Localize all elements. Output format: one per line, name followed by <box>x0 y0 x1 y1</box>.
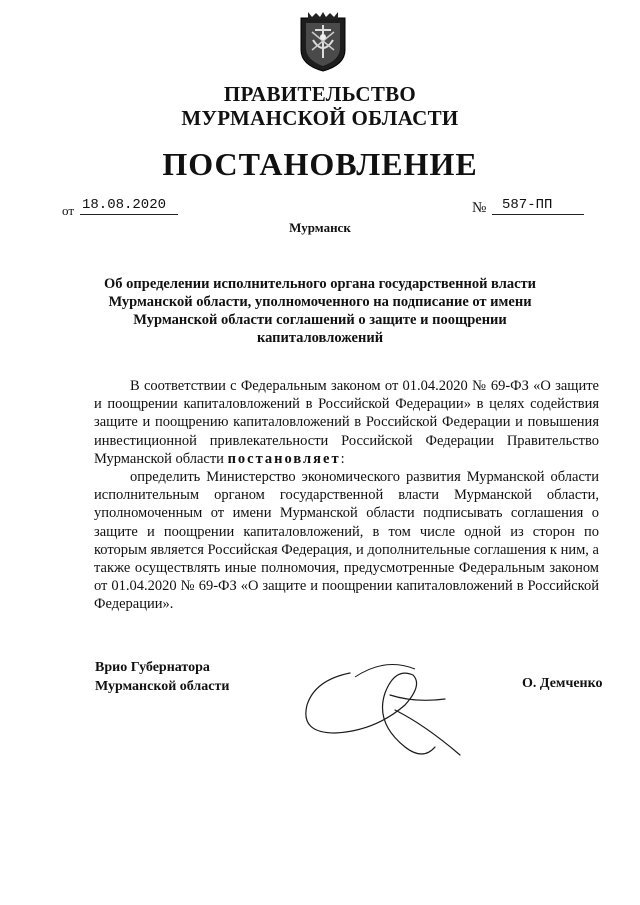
subject-line: капиталовложений <box>256 330 384 346</box>
government-title-line2: МУРМАНСКОЙ ОБЛАСТИ <box>181 106 459 130</box>
date-label: от <box>62 203 75 218</box>
document-number: 587-ПП <box>492 196 584 215</box>
subject-line: Об определении исполнительного органа государственной власти <box>104 276 536 292</box>
handwritten-signature <box>295 655 465 765</box>
subject-line: Мурманской области соглашений о защите и поощрении <box>133 312 507 328</box>
document-date: 18.08.2020 <box>80 196 178 215</box>
subject-line: Мурманской области, уполномоченного на подписание от имени <box>108 294 532 310</box>
number-label: № <box>472 200 487 216</box>
resolution-keyword: постановляет <box>227 450 341 467</box>
signer-position-line: Мурманской области <box>95 679 230 694</box>
signer-name: О. Демченко <box>522 676 603 691</box>
signer-position-line: Врио Губернатора <box>95 660 210 675</box>
document-body <box>94 377 599 614</box>
preamble-text: В соответствии с Федеральным законом от 01.04.2020 № 69-ФЗ «О защите и поощрении капиталовложений в Российской Федерации» в целях содействия защите и поощрению капиталовложений в Российской Федерации и повышения инвестиционной привлекательности Российской Федерации Правительство Мурманской области <box>94 378 599 467</box>
document-type-title: ПОСТАНОВЛЕНИЕ <box>162 146 478 182</box>
body-paragraph-preamble <box>94 377 599 468</box>
signer-position <box>95 658 229 696</box>
body-paragraph-decision: определить Министерство экономического развития Мурманской области исполнительным органом государственной власти Мурманской области, уполномоченным от имени Мурманской области подписывать соглашения о защите и поощрении капиталовложений, в том числе одной из сторон по которым является Российская Федерация, и дополнительные соглашения к ним, а также осуществлять иные полномочия, предусмотренные Федеральным законом от 01.04.2020 № 69-ФЗ «О защите и поощрении капиталовложений в Российской Федерации». <box>94 469 599 613</box>
preamble-colon: : <box>340 450 345 467</box>
government-title-line1: ПРАВИТЕЛЬСТВО <box>223 82 417 106</box>
city-name: Мурманск <box>289 220 351 235</box>
murmansk-coat-of-arms-icon <box>298 10 348 72</box>
document-subject <box>90 275 550 347</box>
